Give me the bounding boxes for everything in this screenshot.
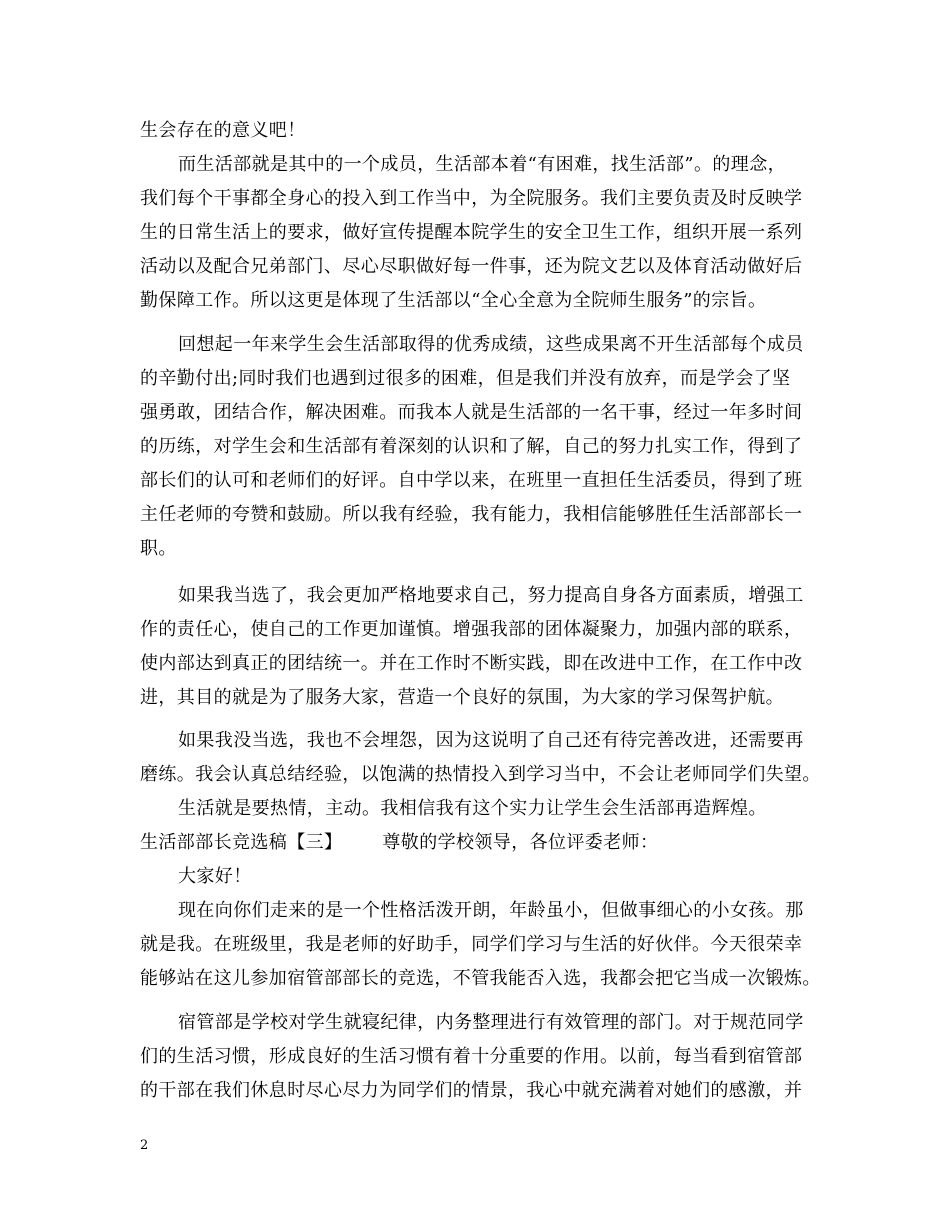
salutation: 尊敬的学校领导，各位评委老师：: [382, 832, 659, 853]
text-line: 的干部在我们休息时尽心尽力为同学们的情景，我心中就充满着对她们的感激，并: [140, 1080, 803, 1101]
text-line: 的辛勤付出;同时我们也遇到过很多的困难，但是我们并没有放弃，而是学会了坚: [140, 368, 791, 389]
text-line: 现在向你们走来的是一个性格活泼开朗，年龄虽小，但做事细心的小女孩。那: [178, 900, 804, 921]
text-line: 强勇敢，团结合作，解决困难。而我本人就是生活部的一名干事，经过一年多时间: [140, 402, 803, 423]
text-line: 回想起一年来学生会生活部取得的优秀成绩，这些成果离不开生活部每个成员: [178, 334, 804, 355]
section-heading-row: [140, 832, 658, 854]
text-line: 大家好！: [178, 866, 252, 887]
text-line: 部长们的认可和老师们的好评。自中学以来，在班里一直担任生活委员，得到了班: [140, 470, 803, 491]
text-line: 作的责任心，使自己的工作更加谨慎。增强我部的团体凝聚力，加强内部的联系，: [140, 619, 803, 640]
text-line: 活动以及配合兄弟部门、尽心尽职做好每一件事，还为院文艺以及体育活动做好后: [140, 256, 803, 277]
text-line: 生的日常生活上的要求，做好宣传提醒本院学生的安全卫生工作，组织开展一系列: [140, 222, 803, 243]
text-line: 我们每个干事都全身心的投入到工作当中，为全院服务。我们主要负责及时反映学: [140, 188, 803, 209]
text-line: 就是我。在班级里，我是老师的好助手，同学们学习与生活的好伙伴。今天很荣幸: [140, 934, 803, 955]
text-line: 如果我当选了，我会更加严格地要求自己，努力提高自身各方面素质，增强工: [178, 585, 804, 606]
text-line: 进，其目的就是为了服务大家，营造一个良好的氛围，为大家的学习保驾护航。: [140, 687, 784, 708]
text-line: 生活就是要热情，主动。我相信我有这个实力让学生会生活部再造辉煌。: [178, 798, 767, 819]
text-line: 主任老师的夸赞和鼓励。所以我有经验，我有能力，我相信能够胜任生活部部长一: [140, 504, 803, 525]
text-line: 们的生活习惯，形成良好的生活习惯有着十分重要的作用。以前，每当看到宿管部: [140, 1046, 803, 1067]
text-line: 勤保障工作。所以这更是体现了生活部以“全心全意为全院师生服务”的宗旨。: [140, 290, 767, 311]
text-line: 的历练，对学生会和生活部有着深刻的认识和了解，自己的努力扎实工作，得到了: [140, 436, 803, 457]
text-line: 能够站在这儿参加宿管部部长的竞选，不管我能否入选，我都会把它当成一次锻炼。: [140, 968, 821, 989]
text-line: 生会存在的意义吧！: [140, 120, 306, 141]
page-number: 2: [140, 1138, 149, 1153]
text-line: 磨练。我会认真总结经验，以饱满的热情投入到学习当中，不会让老师同学们失望。: [140, 764, 821, 785]
text-line: 宿管部是学校对学生就寝纪律，内务整理进行有效管理的部门。对于规范同学: [178, 1012, 804, 1033]
text-line: 职。: [140, 538, 177, 559]
text-line: 如果我没当选，我也不会埋怨，因为这说明了自己还有待完善改进，还需要再: [178, 730, 804, 751]
text-line: 使内部达到真正的团结统一。并在工作时不断实践，即在改进中工作，在工作中改: [140, 653, 803, 674]
text-line: 而生活部就是其中的一个成员，生活部本着“有困难，找生活部”。的理念，: [178, 154, 787, 175]
section-title: 生活部部长竞选稿【三】: [140, 832, 343, 853]
